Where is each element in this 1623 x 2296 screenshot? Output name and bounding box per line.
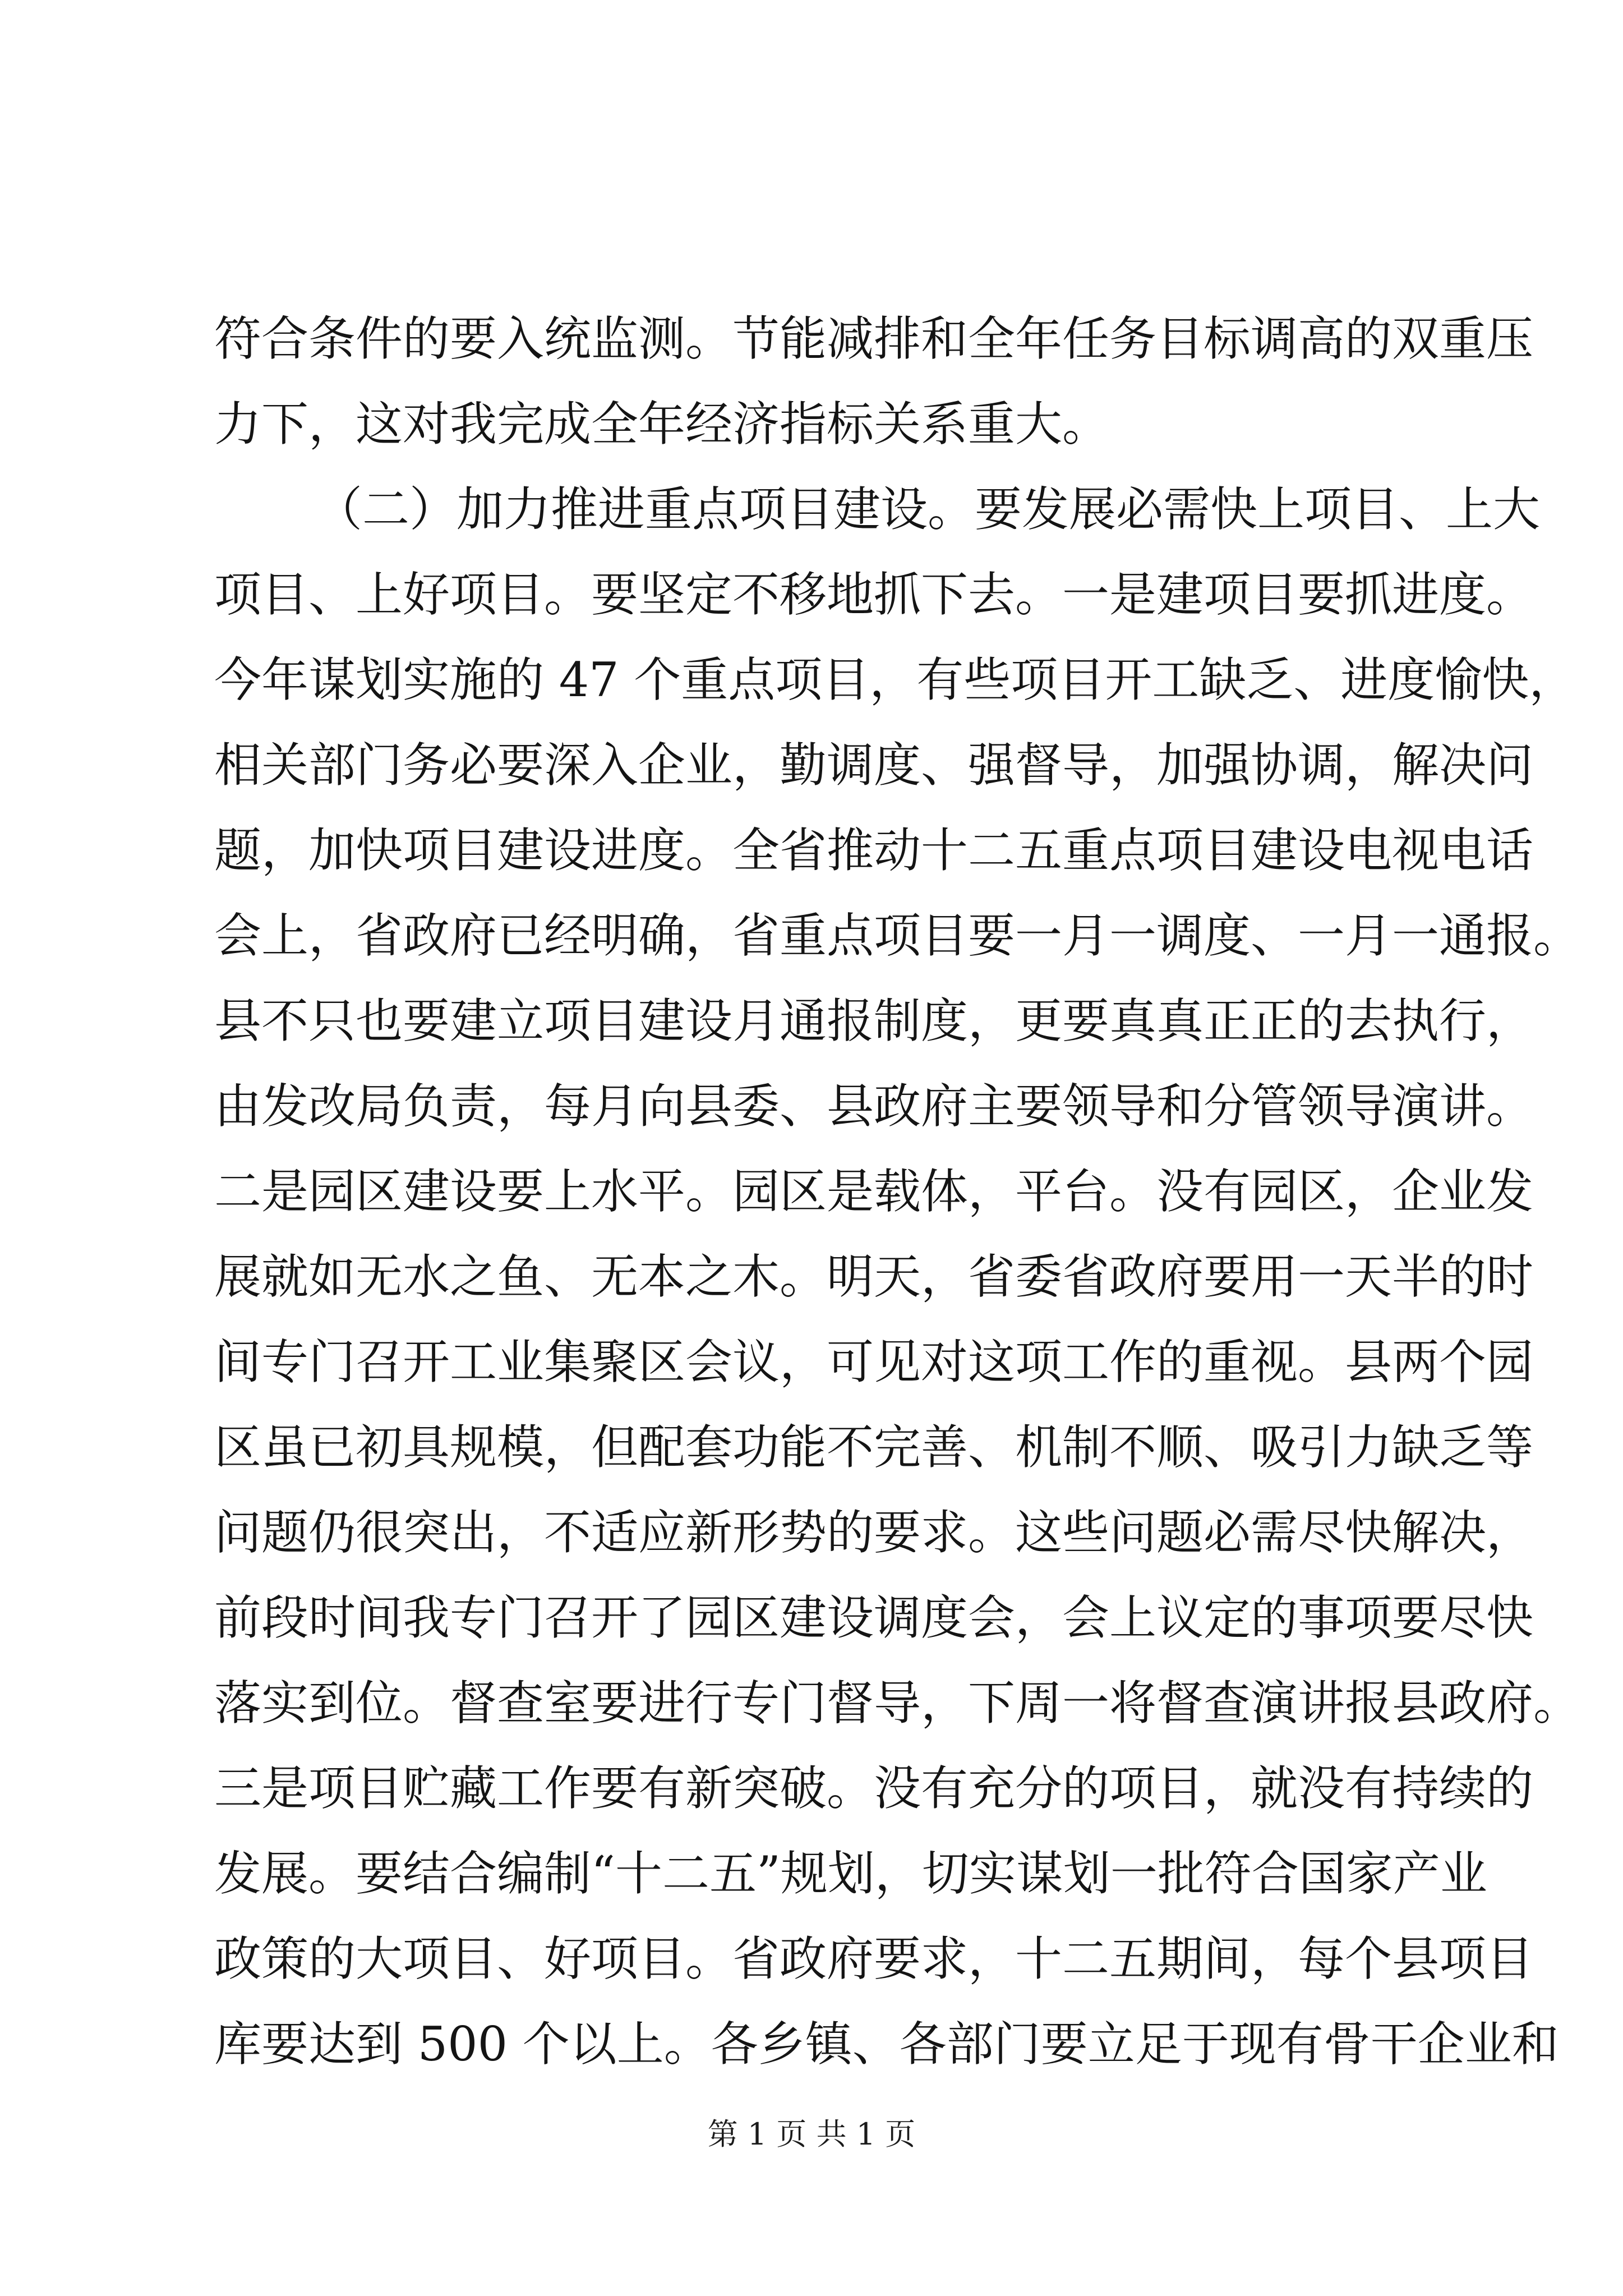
text-line: （二）加力推进重点项目建设。要发展必需快上项目、上大 — [315, 482, 1541, 537]
text-line: 政策的大项目、好项目。省政府要求，十二五期间，每个县项目 — [214, 1931, 1534, 1986]
text-line: 前段时间我专门召开了园区建设调度会，会上议定的事项要尽快 — [214, 1590, 1534, 1645]
text-line: 力下，这对我完成全年经济指标关系重大。 — [214, 397, 1110, 452]
text-line: 区虽已初具规模，但配套功能不完善、机制不顺、吸引力缺乏等 — [214, 1420, 1534, 1475]
text-line: 项目、上好项目。要坚定不移地抓下去。一是建项目要抓进度。 — [214, 567, 1534, 622]
text-line: 由发改局负责，每月向县委、县政府主要领导和分管领导演讲。 — [214, 1079, 1534, 1134]
text-line: 问题仍很突出，不适应新形势的要求。这些问题必需尽快解决， — [214, 1505, 1534, 1560]
body-text — [214, 296, 1581, 2087]
page-footer — [0, 2112, 1623, 2157]
text-line: 相关部门务必要深入企业，勤调度、强督导，加强协调，解决问 — [214, 738, 1534, 793]
text-line: 三是项目贮藏工作要有新突破。没有充分的项目，就没有持续的 — [214, 1761, 1534, 1816]
text-line: 符合条件的要入统监测。节能减排和全年任务目标调高的双重压 — [214, 311, 1534, 366]
text-line: 间专门召开工业集聚区会议，可见对这项工作的重视。县两个园 — [214, 1335, 1534, 1389]
text-line: 今年谋划实施的 47 个重点项目，有些项目开工缺乏、进度愉快， — [214, 652, 1576, 707]
text-line: 落实到位。督查室要进行专门督导，下周一将督查演讲报县政府。 — [214, 1676, 1581, 1731]
page-number-label: 第 1 页 共 1 页 — [707, 2116, 916, 2152]
text-line: 库要达到 500 个以上。各乡镇、各部门要立足于现有骨干企业和 — [214, 2017, 1559, 2072]
text-line: 展就如无水之鱼、无本之木。明天，省委省政府要用一天半的时 — [214, 1249, 1534, 1304]
text-line: 发展。要结合编制“十二五”规划，切实谋划一批符合国家产业 — [214, 1846, 1487, 1901]
text-line: 题，加快项目建设进度。全省推动十二五重点项目建设电视电话 — [214, 823, 1534, 878]
text-line: 二是园区建设要上水平。园区是载体，平台。没有园区，企业发 — [214, 1164, 1534, 1219]
text-line: 会上，省政府已经明确，省重点项目要一月一调度、一月一通报。 — [214, 908, 1581, 963]
text-line: 县不只也要建立项目建设月通报制度，更要真真正正的去执行， — [214, 993, 1534, 1048]
